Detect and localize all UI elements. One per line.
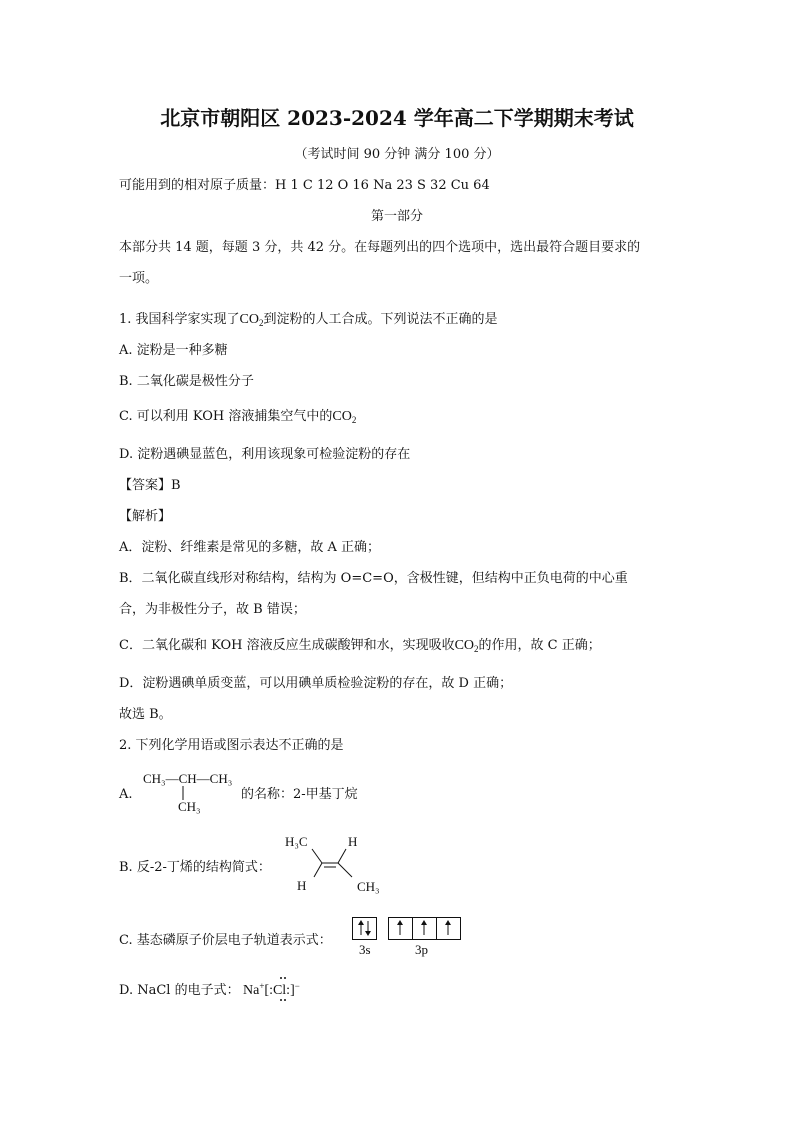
q2-c-label-3p: 3p [415,942,428,957]
q2-b-h-bottom: H [297,878,307,893]
q2-option-a-label: A. [119,787,133,802]
q2-c-label-3s: 3s [359,942,371,957]
co2-formula: $CO_2$ [454,638,479,654]
instructions-line-2: 一项。 [119,271,159,286]
q1-explanation-b-2: 合，为非极性分子，故 B 错误； [119,602,306,617]
q1-explanation-d: D．淀粉遇碘单质变蓝，可以用碘单质检验淀粉的存在，故 D 正确； [119,676,513,691]
q1-explanation-b-1: B．二氧化碳直线形对称结构，结构为 O=C=O，含极性键，但结构中正负电荷的中心重 [119,571,628,586]
q2-a-bond-line [180,786,186,800]
q2-b-h3c: H₃C [285,834,308,849]
q1-option-a: A. 淀粉是一种多糖 [119,343,228,358]
q2-option-b-text: B. 反-2-丁烯的结构简式： [119,860,271,875]
q2-c-orbital-diagram [352,917,464,941]
page-title: 北京市朝阳区 2023-2024 学年高二下学期期末考试 [160,106,634,130]
q2-option-a-text: 的名称：2-甲基丁烷 [241,787,358,802]
q1-option-c: C. 可以利用 KOH 溶液捕集空气中的$CO_2$ [119,409,357,425]
part-heading: 第一部分 [370,209,423,224]
q1-answer: 【答案】B [119,478,181,493]
co2-formula: $CO_2$ [239,312,264,328]
q2-b-h-top: H [348,834,358,849]
atomic-masses: 可能用到的相对原子质量：H 1 C 12 O 16 Na 23 S 32 Cu 64 [119,178,490,193]
exam-info: （考试时间 90 分钟 满分 100 分） [294,147,500,162]
q1-explanation-c: C．二氧化碳和 KOH 溶液反应生成碳酸钾和水，实现吸收$CO_2$的作用，故 C 正确； [119,638,601,654]
q2-d-electron-dots [268,976,298,1006]
q1-option-d: D. 淀粉遇碘显蓝色，利用该现象可检验淀粉的存在 [119,447,411,462]
q1-explanation-a: A．淀粉、纤维素是常见的多糖，故 A 正确； [119,540,381,555]
q2-stem: 2. 下列化学用语或图示表达不正确的是 [119,738,344,753]
q2-a-structure-branch: CH₃ [178,799,201,814]
q1-conclusion: 故选 B。 [119,707,172,722]
q1-stem: 1. 我国科学家实现了$CO_2$到淀粉的人工合成。下列说法不正确的是 [119,312,498,328]
q2-option-d-text: D. NaCl 的电子式： [119,983,240,998]
q2-option-c-text: C. 基态磷原子价层电子轨道表示式： [119,933,332,948]
q1-option-b: B. 二氧化碳是极性分子 [119,374,254,389]
q2-b-bond-lines [300,845,370,890]
q1-analysis-label: 【解析】 [119,509,172,524]
q2-a-structure-main: CH₃—CH—CH₃ [143,771,233,786]
instructions-line-1: 本部分共 14 题，每题 3 分，共 42 分。在每题列出的四个选项中，选出最符合题目要求的 [119,240,641,255]
q2-d-electron-formula: Na+[:Cl:]− [243,981,300,998]
co2-formula: $CO_2$ [332,409,357,425]
q2-b-ch3: CH₃ [357,879,380,894]
